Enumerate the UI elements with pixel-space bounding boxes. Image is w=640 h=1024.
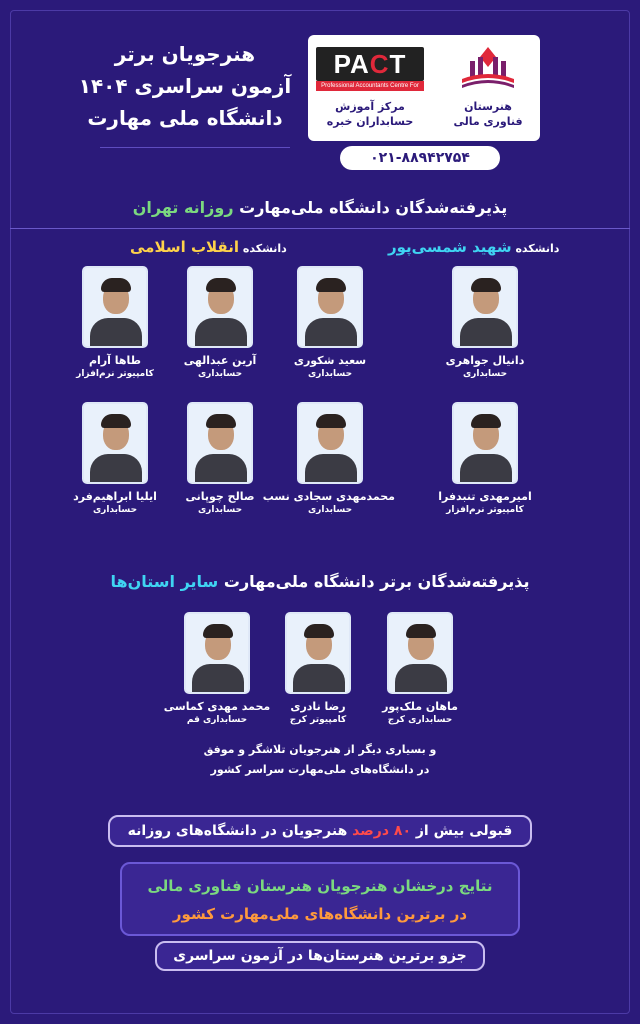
phone-number[interactable]: ۰۲۱-۸۸۹۴۲۷۵۴: [340, 146, 500, 170]
student-field: حسابداری: [92, 505, 138, 515]
uni-label-shamsipour: [388, 238, 559, 256]
student-card: [50, 266, 180, 381]
student-field: حسابداری: [307, 369, 353, 379]
student-photo: [187, 266, 253, 348]
school-caption-line-1: هنرستان: [464, 100, 512, 113]
uni-name: انقلاب اسلامی: [130, 238, 239, 256]
student-card: [50, 402, 180, 517]
student-field: کامپیوتر کرج: [289, 715, 347, 725]
uni-prefix: دانشکده: [242, 242, 287, 255]
student-field: حسابداری: [307, 505, 353, 515]
student-name: امیرمهدی تنبدفرا: [438, 490, 532, 503]
school-caption-line-2: فناوری مالی: [453, 115, 523, 128]
provinces-title-highlight: سایر استان‌ها: [110, 572, 219, 591]
student-name: محمدمهدی سجادی نسب: [262, 490, 395, 503]
pact-logo-text-c: T: [389, 48, 407, 79]
note-line-1: و بسیاری دیگر از هنرجویان تلاشگر و موفق: [203, 743, 437, 756]
pact-logo-text-b: C: [369, 48, 390, 79]
student-field: کامپیوتر نرم‌افزار: [446, 505, 524, 515]
student-name: ماهان ملک‌پور: [382, 700, 458, 713]
student-photo: [297, 266, 363, 348]
tehran-title-prefix: پذیرفته‌شدگان دانشگاه ملی‌مهارت: [239, 198, 508, 217]
pact-caption: [316, 99, 424, 129]
student-card: [420, 402, 550, 517]
top-schools-banner: [155, 941, 485, 971]
page-title: [70, 38, 300, 134]
student-field: حسابداری: [197, 505, 243, 515]
pact-caption-line-1: مرکز آموزش: [335, 100, 405, 113]
student-photo: [187, 402, 253, 484]
student-photo: [82, 402, 148, 484]
uni-label-enghelab: [130, 238, 287, 256]
top-schools-text: جزو برترین هنرستان‌ها در آزمون سراسری: [173, 948, 467, 964]
student-name: سعید شکوری: [293, 354, 367, 367]
uni-name: شهید شمسی‌پور: [388, 238, 512, 256]
additional-note: [120, 740, 520, 780]
student-card: [152, 612, 282, 727]
student-photo: [387, 612, 453, 694]
pact-logo: [316, 47, 424, 81]
banner1-highlight: ۸۰ درصد: [352, 823, 411, 839]
title-line-3: دانشگاه ملی مهارت: [87, 106, 283, 130]
results-banner: [120, 862, 520, 936]
student-field: کامپیوتر نرم‌افزار: [76, 369, 154, 379]
acceptance-banner: [108, 815, 532, 847]
uni-prefix: دانشکده: [515, 242, 560, 255]
school-caption: [440, 99, 536, 129]
title-line-1: هنرجویان برتر: [114, 42, 256, 66]
provinces-section-title: [20, 572, 620, 591]
student-photo: [82, 266, 148, 348]
title-divider: [100, 147, 290, 148]
student-name: صالح چوپانی: [185, 490, 255, 503]
pact-logo-subtitle: Professional Accountants Centre For Training: [316, 81, 424, 91]
section-divider: [10, 228, 630, 229]
results-banner-line-2: در برترین دانشگاه‌های ملی‌مهارت کشور: [172, 905, 468, 923]
student-photo: [452, 402, 518, 484]
student-name: محمد مهدی کماسی: [163, 700, 271, 713]
banner1-part1: قبولی بیش از: [415, 823, 513, 839]
title-line-2: آزمون سراسری ۱۴۰۴: [78, 74, 292, 98]
pact-logo-text-a: PA: [333, 48, 370, 79]
student-name: طاها آرام: [88, 354, 141, 367]
pact-caption-line-2: حسابداران خبره: [326, 115, 414, 128]
student-photo: [452, 266, 518, 348]
student-photo: [285, 612, 351, 694]
student-field: حسابداری کرج: [387, 715, 453, 725]
student-name: دانیال جواهری: [445, 354, 525, 367]
student-name: آرین عبدالهی: [183, 354, 257, 367]
provinces-title-prefix: پذیرفته‌شدگان برتر دانشگاه ملی‌مهارت: [223, 572, 530, 591]
results-banner-line-1: نتایج درخشان هنرجویان هنرستان فناوری مالی: [147, 877, 493, 895]
note-line-2: در دانشگاه‌های ملی‌مهارت سراسر کشور: [210, 763, 430, 776]
tehran-title-highlight: روزانه تهران: [132, 198, 234, 217]
student-photo: [184, 612, 250, 694]
banner1-part2: هنرجویان در دانشگاه‌های روزانه: [127, 823, 348, 839]
student-name: رضا نادری: [290, 700, 346, 713]
school-logo-icon: [456, 43, 520, 91]
student-photo: [297, 402, 363, 484]
student-name: ایلیا ابراهیم‌فرد: [73, 490, 157, 503]
student-field: حسابداری قم: [186, 715, 248, 725]
student-field: حسابداری: [197, 369, 243, 379]
student-field: حسابداری: [462, 369, 508, 379]
student-card: [420, 266, 550, 381]
tehran-section-title: [20, 198, 620, 217]
logo-box: [308, 35, 540, 141]
